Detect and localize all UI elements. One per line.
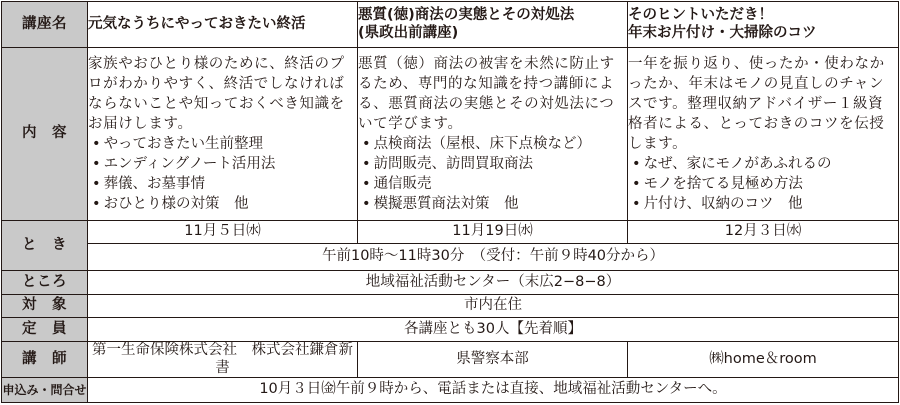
course-1-description: 家族やおひとり様のために、終活のプロがわかりやすく、終活でしなければならないことや知っておくべき知識をお届けします。 bbox=[88, 56, 345, 133]
course-2-topic: • 点検商法（屋根、床下点検など） bbox=[358, 134, 627, 154]
capacity-value: 各講座とも30人【先着順】 bbox=[88, 318, 899, 342]
course-2-lecturer: 県警察本部 bbox=[358, 341, 628, 378]
label-when: と き bbox=[2, 221, 88, 271]
course-2-content bbox=[358, 48, 628, 221]
course-1-lecturer: 第一生命保険株式会社 株式会社鎌倉新書 bbox=[88, 341, 358, 378]
apply-row bbox=[2, 378, 899, 403]
course-1-topics bbox=[88, 134, 357, 214]
place-row bbox=[2, 271, 899, 295]
capacity-row bbox=[2, 318, 899, 342]
course-3-topic: • 片付け、収納のコツ 他 bbox=[628, 194, 898, 214]
date-row bbox=[2, 221, 899, 244]
course-1-title-line-1: 元気なうちにやっておきたい終活 bbox=[88, 15, 306, 32]
label-target: 対 象 bbox=[2, 294, 88, 318]
course-3-date: 12月３日㈬ bbox=[628, 221, 899, 244]
course-3-content bbox=[628, 48, 899, 221]
course-3-topic: • モノを捨てる見極め方法 bbox=[628, 174, 898, 194]
place-value: 地域福祉活動センター（末広2−8−8） bbox=[88, 271, 899, 295]
course-3-topic: • なぜ、家にモノがあふれるの bbox=[628, 154, 898, 174]
course-2-date: 11月19日㈬ bbox=[358, 221, 628, 244]
course-3-title bbox=[628, 2, 899, 48]
course-2-topic: • 通信販売 bbox=[358, 174, 627, 194]
label-lecturer: 講 師 bbox=[2, 341, 88, 378]
label-content: 内 容 bbox=[2, 48, 88, 221]
course-1-topic: • 葬儀、お墓事情 bbox=[88, 174, 357, 194]
course-1-topic: • やっておきたい生前整理 bbox=[88, 134, 357, 154]
time-value: 午前10時～11時30分 （受付：午前９時40分から） bbox=[88, 243, 899, 271]
time-row bbox=[2, 243, 899, 271]
content-row bbox=[2, 48, 899, 221]
course-2-title bbox=[358, 2, 628, 48]
course-2-topic: • 訪問販売、訪問買取商法 bbox=[358, 154, 627, 174]
course-1-topic: • おひとり様の対策 他 bbox=[88, 194, 357, 214]
course-2-title-line-1: 悪質(徳)商法の実態とその対処法 bbox=[358, 7, 575, 24]
label-where: ところ bbox=[2, 271, 88, 295]
course-1-topic: • エンディングノート活用法 bbox=[88, 154, 357, 174]
course-1-content bbox=[88, 48, 358, 221]
course-2-title-line-2: (県政出前講座) bbox=[358, 24, 459, 41]
course-3-title-line-2: 年末お片付け・大掃除のコツ bbox=[628, 24, 817, 41]
course-3-lecturer: ㈱home＆room bbox=[628, 341, 899, 378]
course-1-title bbox=[88, 2, 358, 48]
apply-value: 10月３日㈮午前９時から、電話または直接、地域福祉活動センターへ。 bbox=[88, 378, 899, 403]
course-name-row bbox=[2, 2, 899, 48]
course-3-title-line-1: そのヒントいただき！ bbox=[628, 7, 773, 24]
label-course-name: 講座名 bbox=[2, 2, 88, 48]
course-2-description: 悪質（徳）商法の被害を未然に防止するため、専門的な知識を持つ講師による、悪質商法の実態とその対処法について学びます。 bbox=[358, 56, 615, 133]
label-capacity: 定 員 bbox=[2, 318, 88, 342]
course-2-topics bbox=[358, 134, 627, 214]
course-3-topics bbox=[628, 154, 898, 214]
course-2-topic: • 模擬悪質商法対策 他 bbox=[358, 194, 627, 214]
label-apply: 申込み・問合せ bbox=[2, 378, 88, 403]
course-3-description: 一年を振り返り、使ったか・使わなかったか、年末はモノの見直しのチャンスです。整理収納アドバイザー１級資格者による、とっておきのコツを伝授します。 bbox=[628, 56, 885, 153]
lecturer-row bbox=[2, 341, 899, 378]
course-1-date: 11月５日㈬ bbox=[88, 221, 358, 244]
target-row bbox=[2, 294, 899, 318]
target-value: 市内在住 bbox=[88, 294, 899, 318]
course-schedule-table bbox=[1, 1, 899, 403]
